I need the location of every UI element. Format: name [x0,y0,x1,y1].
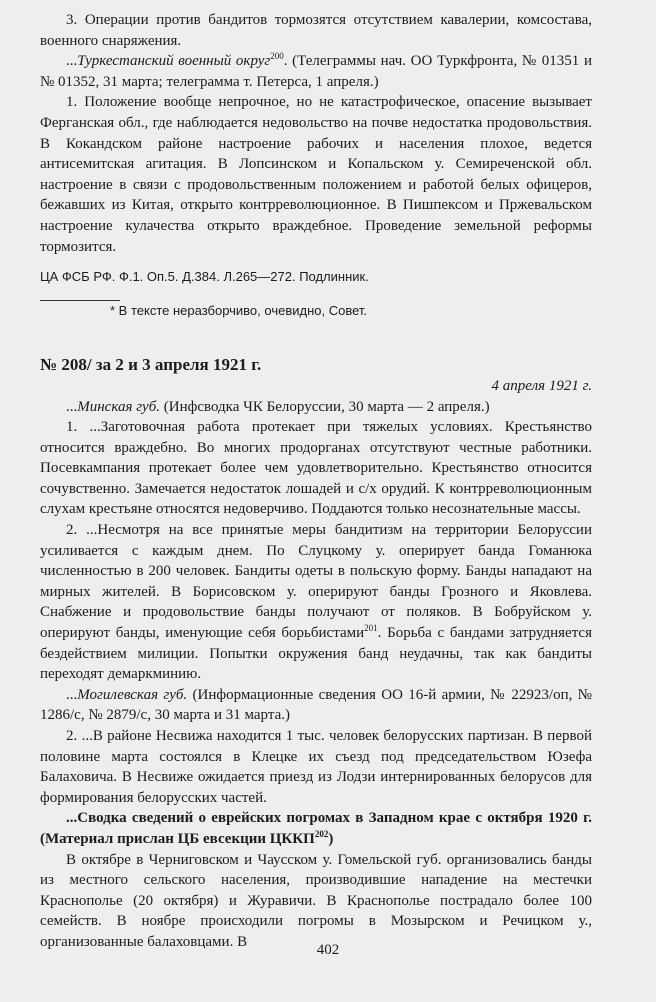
footnote: * В тексте неразборчиво, очевидно, Совет. [110,302,368,318]
ellipsis: ... [66,686,78,703]
paragraph-minsk-1: 1. ...Заготовочная работа протекает при тяжелых условиях. Крестьянство относится враждебно. Во многих продорганах отсутствуют честные работники. Посевкампания протекает более чем удовлетворительно. Крестьянство относится сочувственно. Замечается недостаток лошадей и с/х орудий. К контрреволюционным слухам крестьяне относятся недоверчиво. Поддаются только несознательные массы. [40,419,592,518]
summary-close: ) [328,830,334,847]
paragraph-mogilev-2: 2. ...В районе Несвижа находится 1 тыс. человек белорусских партизан. В первой половине марта состоялся в Клецке их съезд под председательством Юзефа Балаховича. В Несвиже ожидается приезд из Лодзи интернированных белорусов для формирования белорусских частей. [40,728,592,806]
minsk-name: Минская губ. [77,398,161,415]
minsk-2-text-b: . Борьба с бандами затрудняется бездействием милиции. Попытки окружения банд неудачны, так как бандиты переходят демаркминию. [40,625,592,683]
minsk-source: (Инфсводка ЧК Белоруссии, 30 марта — 2 апреля.) [160,398,490,415]
page-number: 402 [316,942,340,958]
paragraph-minsk-2 [40,520,592,685]
footnote-ref-200: 200 [270,51,284,62]
ellipsis: ... [66,53,78,70]
minsk-2-text-a: 2. ...Несмотря на все принятые меры бандитизм на территории Белоруссии усиливается с каждым днем. По Слуцкому у. оперирует банда Гоманюка численностью в 200 человек. Бандиты одеты в польскую форму. Банды нападают на мирных жителей. В Борисовском у. оперируют банды Грозного и Яковлева. Снабжение и продовольствие банды получают от поляков. В Бобруйском у. оперируют банды, именующие себя борьбистами [40,522,592,642]
mogilev-source: (Информационные сведения ОО 16-й армии, № 22923/оп, № 1286/с, № 2879/с, 30 марта и 31 марта.) [40,686,592,724]
paragraph-pogroms: В октябре в Черниговском и Чаусском у. Гомельской губ. организовались банды из местного сельского населения, производившие нападение на местечки Краснополье (20 октября) и Журавичи. В Краснополье пострадало более 100 семейств. В ноябре происходили погромы в Мозырском и Речицком у., организованные балаховцами. В [40,851,592,950]
archive-source: ЦА ФСБ РФ. Ф.1. Оп.5. Д.384. Л.265—272. Подлинник. [40,269,369,285]
mogilev-heading [40,685,592,726]
footnote-ref-201: 201 [364,623,378,634]
paragraph-operations: 3. Операции против бандитов тормозятся отсутствием кавалерии, комсостава, военного снаряжения. [40,12,592,49]
ellipsis: ... [66,398,78,415]
document-page [40,10,592,953]
document-title: № 208/ за 2 и 3 апреля 1921 г. [40,355,262,375]
pogrom-summary-heading [40,808,592,849]
paragraph-turkestan-situation: 1. Положение вообще непрочное, но не катастрофическое, опасение вызывает Ферганская обл., где наблюдается недовольство на почве недостатка продовольствия. В Кокандском районе настроение рабочих и населения плохое, ведется антисемитская агитация. В Лопсинском и Копальском у. Семиреченской обл. настроение в связи с продовольственным положением и работой белых офицеров, бежавших из Китая, открыто контрреволюционное. В Пишпексом и Пржевальском настроение кулачества открыто враждебное. Проведение земельной реформы тормозится. [40,94,592,255]
turkestan-name: Туркестанский военный округ [77,53,271,70]
document-date: 4 апреля 1921 г. [491,377,592,394]
footnote-ref-202: 202 [314,828,329,839]
turkestan-source: . (Телеграммы нач. ОО Туркфронта, № 01351 и № 01352, 31 марта; телеграмма т. Петерса, 1 апреля.) [40,53,592,90]
turkestan-heading [40,51,592,92]
minsk-heading [40,397,592,418]
summary-title: ...Сводка сведений о еврейских погромах в Западном крае с октября 1920 г. (Материал прислан ЦБ евсекции ЦККП [40,810,592,847]
mogilev-name: Могилевская губ. [77,686,188,703]
